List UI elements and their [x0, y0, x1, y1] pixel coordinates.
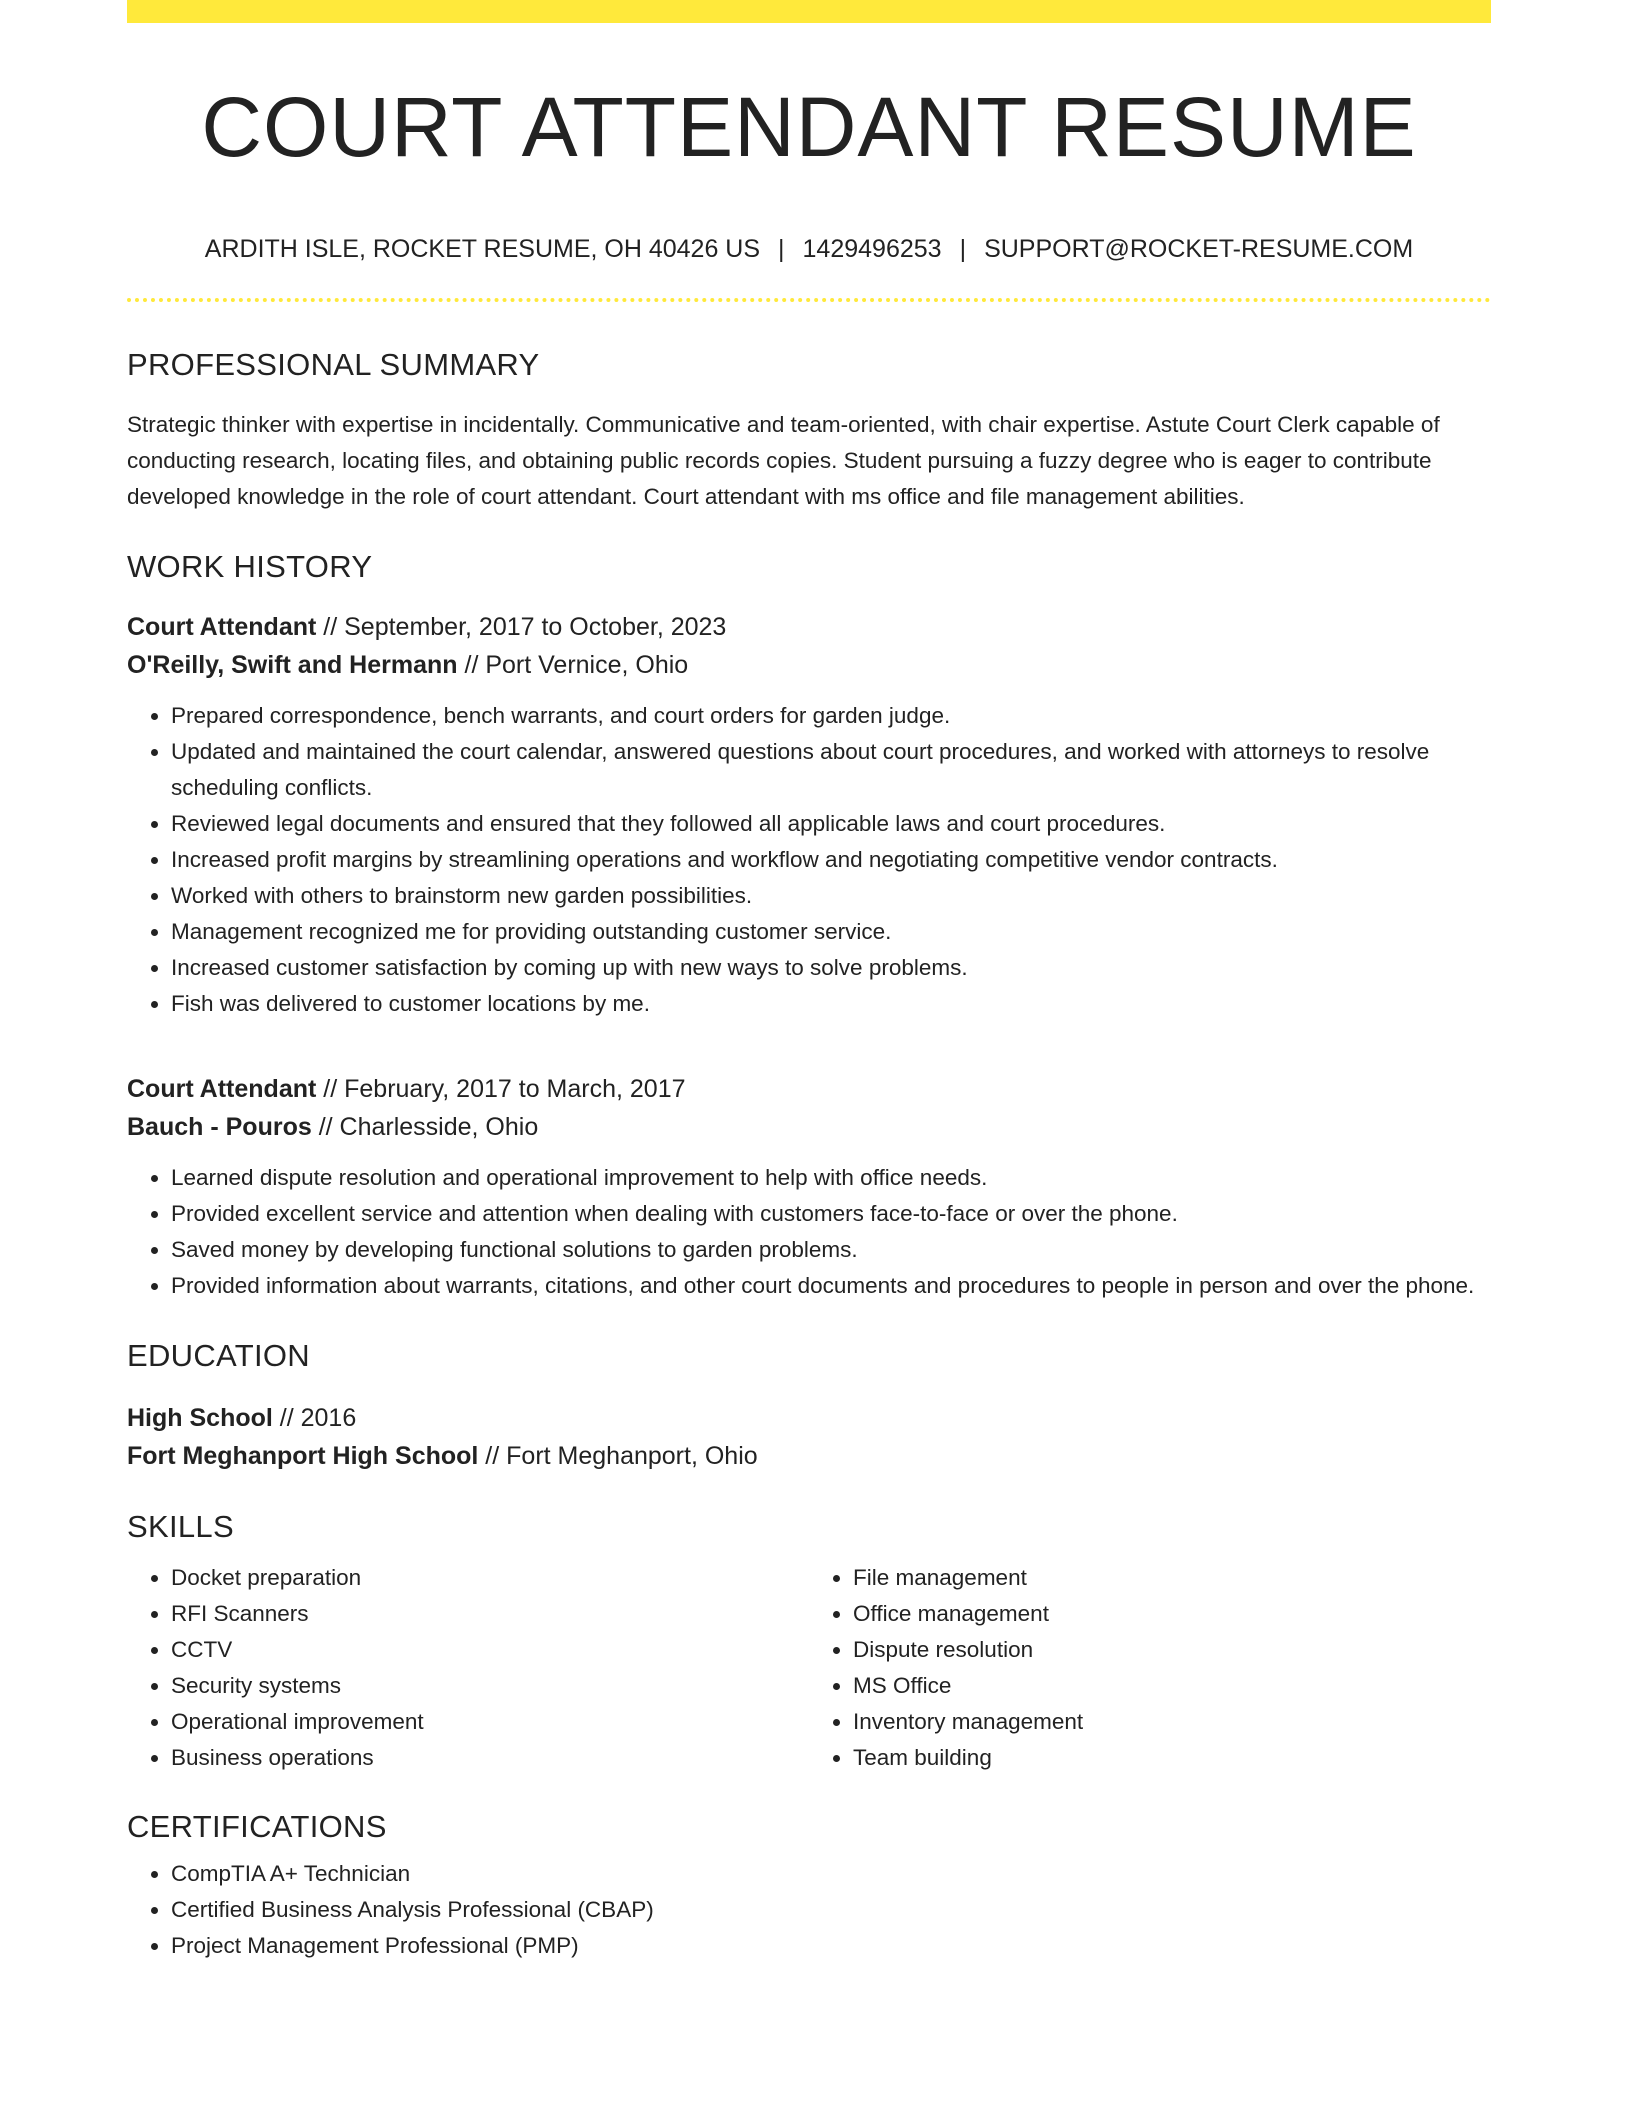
contact-separator: |: [959, 235, 967, 263]
skill-item: • Business operations: [171, 1740, 809, 1776]
certification-item: • CompTIA A+ Technician: [171, 1856, 1491, 1892]
skills-heading: SKILLS: [127, 1509, 234, 1544]
summary-text: Strategic thinker with expertise in incidentally. Communicative and team-oriented, with chair expertise. Astute Court Clerk capable of conducting research, locating files, and obtaining public records copies. Student pursuing a fuzzy degree who is eager to contribute developed knowledge in the role of court attendant. Court attendant with ms office and file management abilities.: [127, 412, 1440, 509]
job-location: // Charlesside, Ohio: [311, 1113, 539, 1141]
certification-item: • Certified Business Analysis Professional (CBAP): [171, 1892, 1491, 1928]
certification-item: • Project Management Professional (PMP): [171, 1928, 1491, 1964]
skills-right-list: [809, 1560, 1491, 1776]
job-bullet: • Fish was delivered to customer locations by me.: [171, 986, 1491, 1022]
skill-item: • Security systems: [171, 1668, 809, 1704]
certifications-list: [127, 1856, 1491, 1964]
job-bullet: • Management recognized me for providing outstanding customer service.: [171, 914, 1491, 950]
contact-email: SUPPORT@ROCKET-RESUME.COM: [984, 235, 1414, 263]
education-degree: High School: [127, 1404, 273, 1432]
skills-left-list: [127, 1560, 809, 1776]
education-school: Fort Meghanport High School: [127, 1442, 479, 1470]
job-bullet: • Increased profit margins by streamlining operations and workflow and negotiating competitive vendor contracts.: [171, 842, 1491, 878]
contact-line: [127, 234, 1491, 264]
job-bullet: • Worked with others to brainstorm new garden possibilities.: [171, 878, 1491, 914]
contact-phone: 1429496253: [802, 235, 942, 263]
job-title-line: [127, 608, 1491, 646]
certifications-heading: CERTIFICATIONS: [127, 1809, 387, 1844]
skill-item: • Operational improvement: [171, 1704, 809, 1740]
job-entry: [127, 1070, 1491, 1304]
education-degree-line: [127, 1399, 1491, 1437]
dotted-divider: [127, 298, 1491, 302]
job-entry: [127, 608, 1491, 1022]
skills-columns: [127, 1560, 1491, 1776]
education-school-line: [127, 1437, 1491, 1475]
job-dates: // February, 2017 to March, 2017: [316, 1075, 686, 1103]
skill-item: • MS Office: [853, 1668, 1491, 1704]
job-location: // Port Vernice, Ohio: [457, 651, 689, 679]
job-title-line: [127, 1070, 1491, 1108]
resume-title: COURT ATTENDANT RESUME: [201, 80, 1417, 174]
contact-separator: |: [778, 235, 785, 263]
skill-item: • Inventory management: [853, 1704, 1491, 1740]
skill-item: • Docket preparation: [171, 1560, 809, 1596]
skill-item: • Dispute resolution: [853, 1632, 1491, 1668]
job-bullet: • Learned dispute resolution and operational improvement to help with office needs.: [171, 1160, 1491, 1196]
job-title: Court Attendant: [127, 1075, 317, 1103]
job-dates: // September, 2017 to October, 2023: [316, 613, 727, 641]
job-company: O'Reilly, Swift and Hermann: [127, 651, 458, 679]
job-company-line: [127, 1108, 1491, 1146]
education-location: // Fort Meghanport, Ohio: [478, 1442, 758, 1470]
job-company-line: [127, 646, 1491, 684]
job-bullet: • Increased customer satisfaction by coming up with new ways to solve problems.: [171, 950, 1491, 986]
work-history-heading: WORK HISTORY: [127, 549, 373, 584]
accent-top-bar: [127, 0, 1491, 23]
job-bullet: • Prepared correspondence, bench warrants, and court orders for garden judge.: [171, 698, 1491, 734]
job-bullet: • Reviewed legal documents and ensured that they followed all applicable laws and court procedures.: [171, 806, 1491, 842]
contact-address: ARDITH ISLE, ROCKET RESUME, OH 40426 US: [204, 235, 761, 263]
job-bullet: • Saved money by developing functional solutions to garden problems.: [171, 1232, 1491, 1268]
skill-item: • RFI Scanners: [171, 1596, 809, 1632]
education-year: // 2016: [272, 1404, 357, 1432]
skill-item: • Office management: [853, 1596, 1491, 1632]
job-bullet-list: [127, 1160, 1491, 1304]
job-title: Court Attendant: [127, 613, 317, 641]
job-company: Bauch - Pouros: [127, 1113, 312, 1141]
job-bullet: • Provided excellent service and attention when dealing with customers face-to-face or over the phone.: [171, 1196, 1491, 1232]
job-bullet: • Updated and maintained the court calendar, answered questions about court procedures, and worked with attorneys to resolve scheduling conflicts.: [171, 734, 1491, 806]
job-bullet-list: [127, 698, 1491, 1022]
skill-item: • File management: [853, 1560, 1491, 1596]
skill-item: • CCTV: [171, 1632, 809, 1668]
skill-item: • Team building: [853, 1740, 1491, 1776]
job-bullet: • Provided information about warrants, citations, and other court documents and procedures to people in person and over the phone.: [171, 1268, 1491, 1304]
education-heading: EDUCATION: [127, 1338, 310, 1373]
resume-page: [127, 0, 1491, 1964]
summary-heading: PROFESSIONAL SUMMARY: [127, 347, 540, 382]
